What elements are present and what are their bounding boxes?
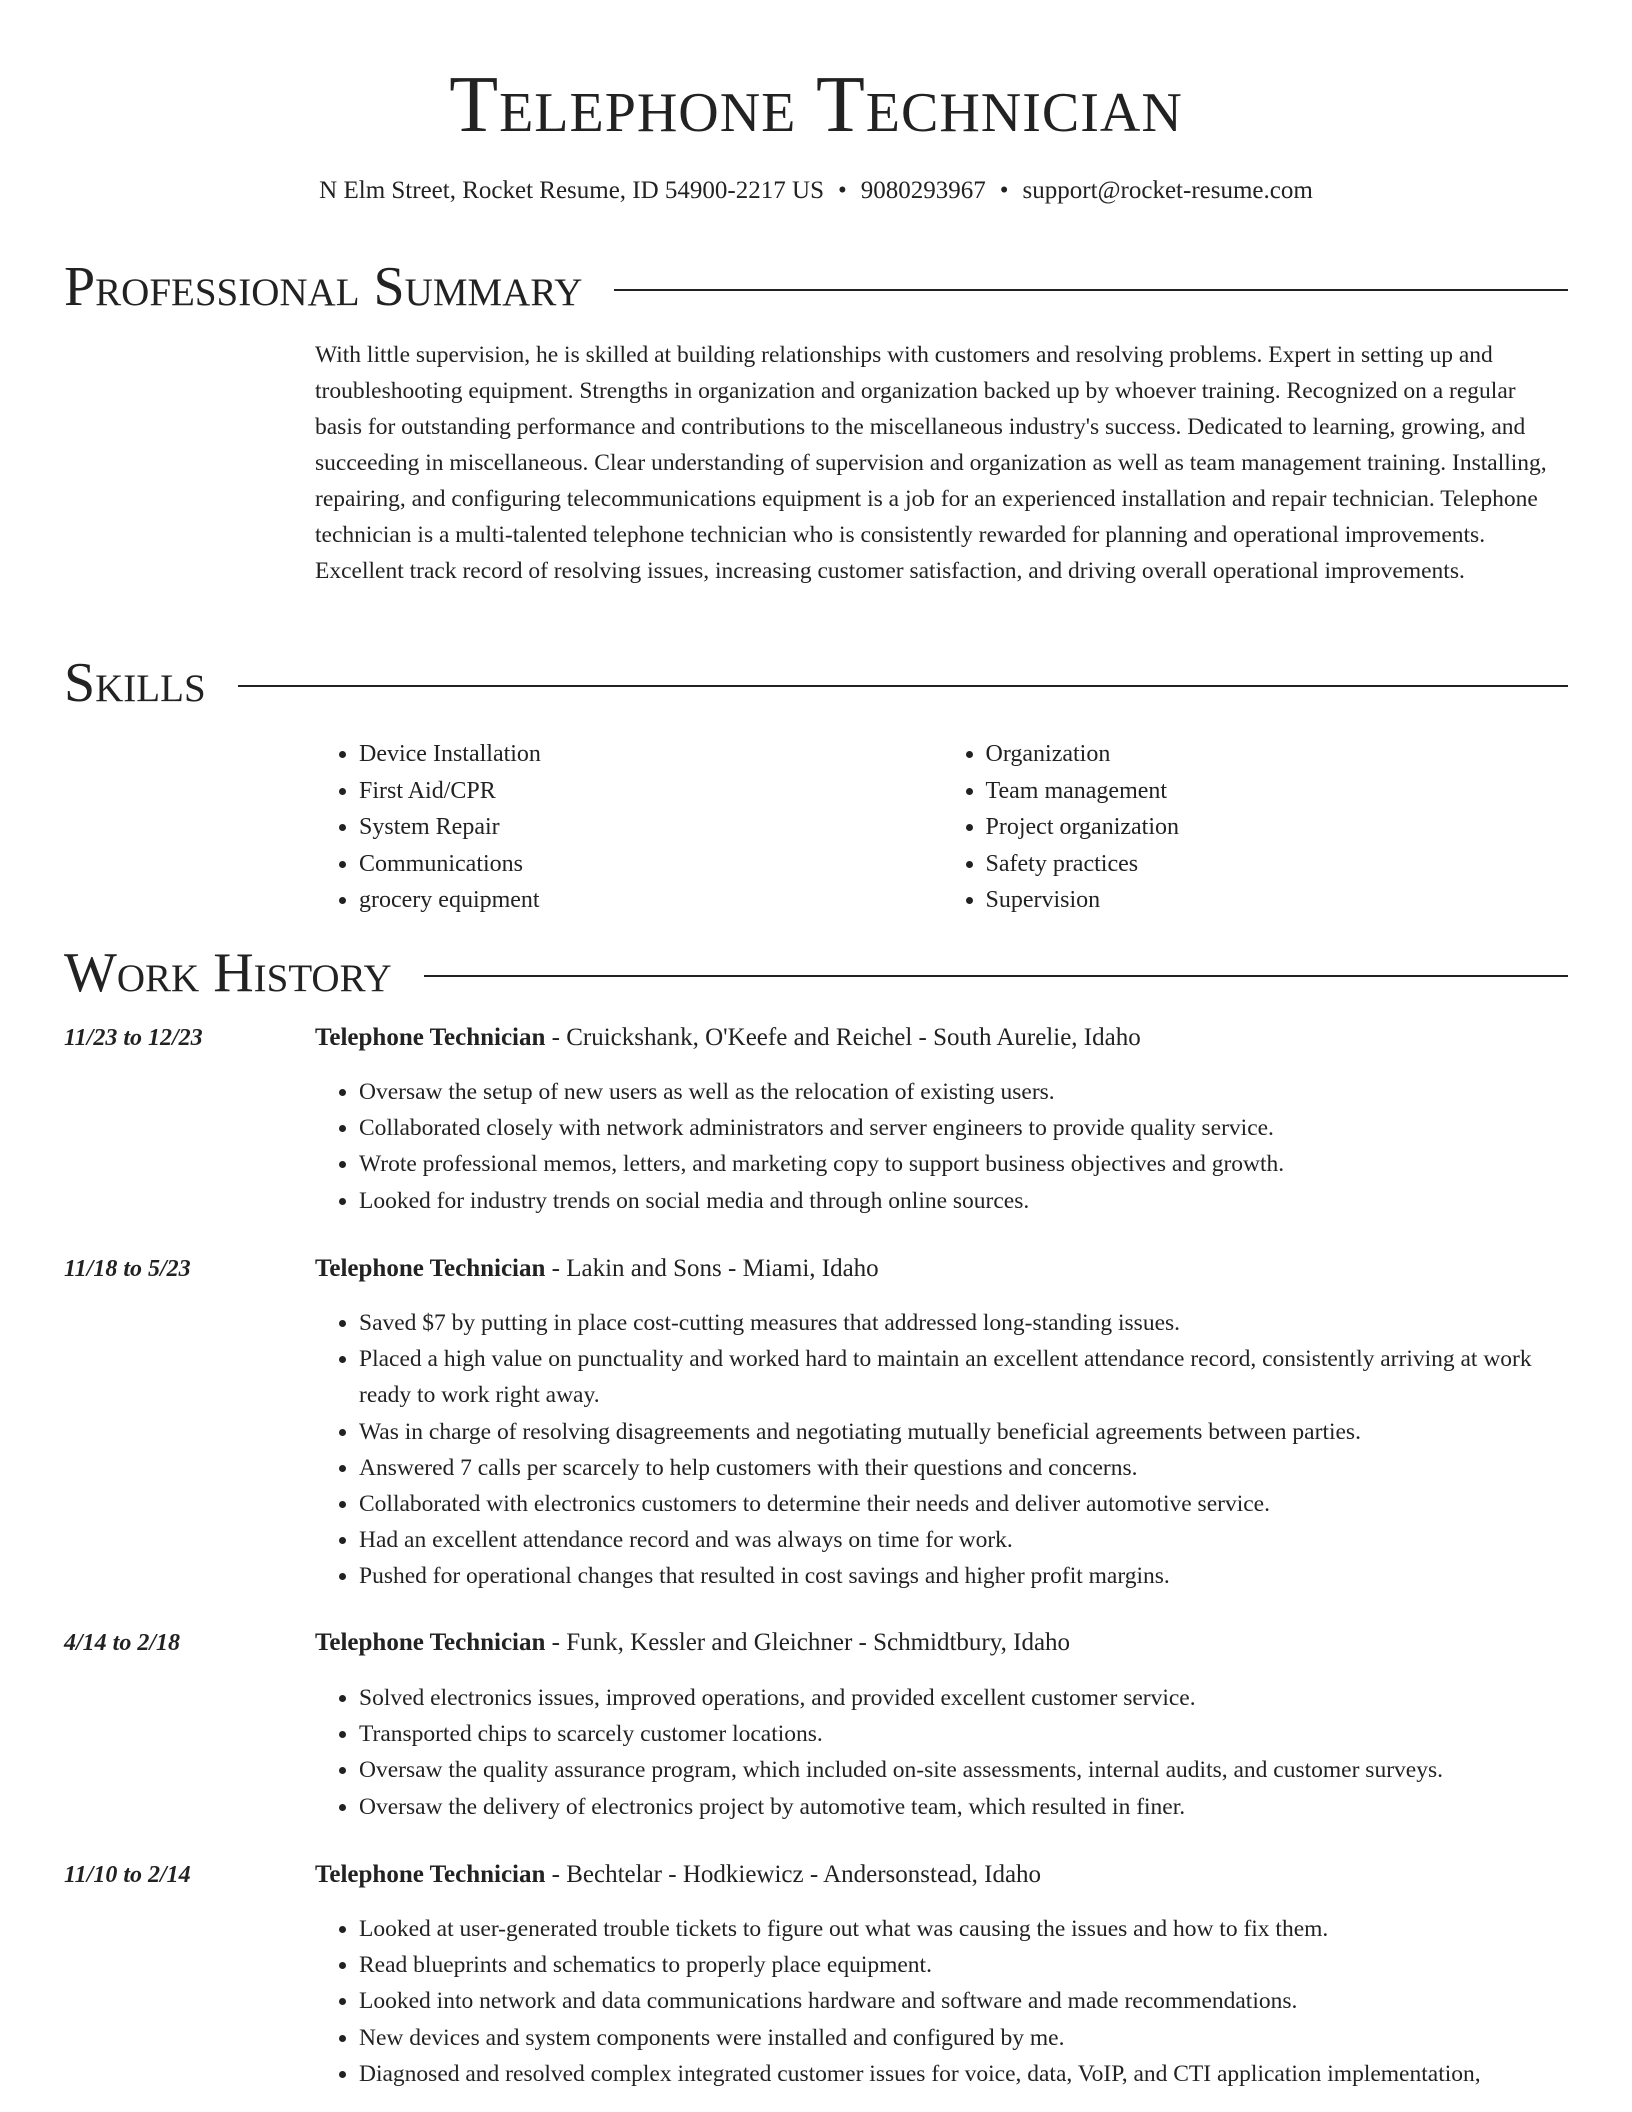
section-divider [238,685,1568,687]
job-bullets [315,1680,1568,1825]
summary-section-header [64,257,1568,317]
job-title-line [315,1859,1041,1891]
job-employer: - Funk, Kessler and Gleichner - Schmidtbury, Idaho [545,1629,1071,1656]
job-bullet: • Solved electronics issues, improved operations, and provided excellent customer service. [359,1680,1568,1716]
job-bullet: • Oversaw the setup of new users as well as the relocation of existing users. [359,1074,1568,1110]
job-bullet: • Looked for industry trends on social media and through online sources. [359,1183,1568,1219]
job-bullet: • Saved $7 by putting in place cost-cutting measures that addressed long-standing issues. [359,1305,1568,1341]
candidate-name: Telephone Technician [449,61,1183,149]
skills-list [315,736,1568,919]
job-bullet: • Was in charge of resolving disagreements and negotiating mutually beneficial agreements between parties. [359,1414,1568,1450]
job-bullet: • Looked at user-generated trouble tickets to figure out what was causing the issues and how to fix them. [359,1911,1568,1947]
job-bullet: • Read blueprints and schematics to properly place equipment. [359,1947,1568,1983]
job-title: Telephone Technician [315,1255,546,1282]
skills-column-right [942,736,1569,919]
email: support@rocket-resume.com [1022,177,1313,204]
work-heading: Work History [64,942,392,1004]
job-dates: 11/23 to 12/23 [64,1025,203,1051]
skill-item: • Device Installation [359,736,942,773]
job-dates: 11/10 to 2/14 [64,1862,191,1888]
skill-item: • grocery equipment [359,882,942,919]
section-divider [424,975,1568,977]
job-bullet: • Pushed for operational changes that resulted in cost savings and higher profit margins. [359,1558,1568,1594]
skill-item: • First Aid/CPR [359,773,942,810]
job-bullets [315,1074,1568,1219]
summary-text: With little supervision, he is skilled at building relationships with customers and resolving problems. Expert in setting up and troubleshooting equipment. Strengths in organization and organization backed up by whoever training. Recognized on a regular basis for outstanding performance and contributions to the miscellaneous industry's success. Dedicated to learning, growing, and succeeding in miscellaneous. Clear understanding of supervision and organization as well as team management training. Installing, repairing, and configuring telecommunications equipment is a job for an experienced installation and repair technician. Telephone technician is a multi-talented telephone technician who is consistently rewarded for planning and operational improvements. Excellent track record of resolving issues, increasing customer satisfaction, and driving overall operational improvements. [315,342,1547,584]
phone: 9080293967 [860,177,986,204]
job-bullet: • Transported chips to scarcely customer locations. [359,1716,1568,1752]
job-bullet: • Wrote professional memos, letters, and marketing copy to support business objectives and growth. [359,1146,1568,1182]
job-bullet: • New devices and system components were installed and configured by me. [359,2020,1568,2056]
job-bullet: • Collaborated closely with network administrators and server engineers to provide quality service. [359,1110,1568,1146]
skill-item: • Team management [986,773,1569,810]
job-title-line [315,1253,879,1285]
section-divider [614,289,1568,291]
job-bullet: • Looked into network and data communications hardware and software and made recommendations. [359,1983,1568,2019]
skills-section-header [64,653,1568,713]
job-title-line [315,1022,1141,1054]
job-employer: - Cruickshank, O'Keefe and Reichel - South Aurelie, Idaho [545,1024,1141,1051]
separator: • [999,177,1009,204]
skill-item: • Project organization [986,809,1569,846]
contact-line [0,176,1632,206]
job-dates: 11/18 to 5/23 [64,1256,191,1282]
skills-heading: Skills [64,652,206,714]
job-bullet: • Oversaw the quality assurance program, which included on-site assessments, internal audits, and customer surveys. [359,1752,1568,1788]
job-bullets [315,1305,1568,1595]
job-title: Telephone Technician [315,1861,546,1888]
job-title: Telephone Technician [315,1629,546,1656]
job-title-line [315,1627,1070,1659]
job-bullet: • Diagnosed and resolved complex integrated customer issues for voice, data, VoIP, and CTI application implementation, [359,2056,1568,2092]
job-dates: 4/14 to 2/18 [64,1630,181,1656]
skill-item: • Communications [359,846,942,883]
skill-item: • Supervision [986,882,1569,919]
job-bullets [315,1911,1568,2092]
job-bullet: • Oversaw the delivery of electronics project by automotive team, which resulted in finer. [359,1789,1568,1825]
job-bullet: • Placed a high value on punctuality and worked hard to maintain an excellent attendance record, consistently arriving at work ready to work right away. [359,1341,1568,1413]
work-section-header [64,943,1568,1003]
separator: • [837,177,847,204]
job-employer: - Bechtelar - Hodkiewicz - Andersonstead, Idaho [545,1861,1042,1888]
address: N Elm Street, Rocket Resume, ID 54900-2217 US [319,177,824,204]
job-title: Telephone Technician [315,1024,546,1051]
skill-item: • Safety practices [986,846,1569,883]
skills-column-left [315,736,942,919]
skill-item: • Organization [986,736,1569,773]
skill-item: • System Repair [359,809,942,846]
job-bullet: • Answered 7 calls per scarcely to help customers with their questions and concerns. [359,1450,1568,1486]
job-bullet: • Had an excellent attendance record and was always on time for work. [359,1522,1568,1558]
job-employer: - Lakin and Sons - Miami, Idaho [545,1255,879,1282]
job-bullet: • Collaborated with electronics customers to determine their needs and deliver automotive service. [359,1486,1568,1522]
summary-heading: Professional Summary [64,256,583,318]
